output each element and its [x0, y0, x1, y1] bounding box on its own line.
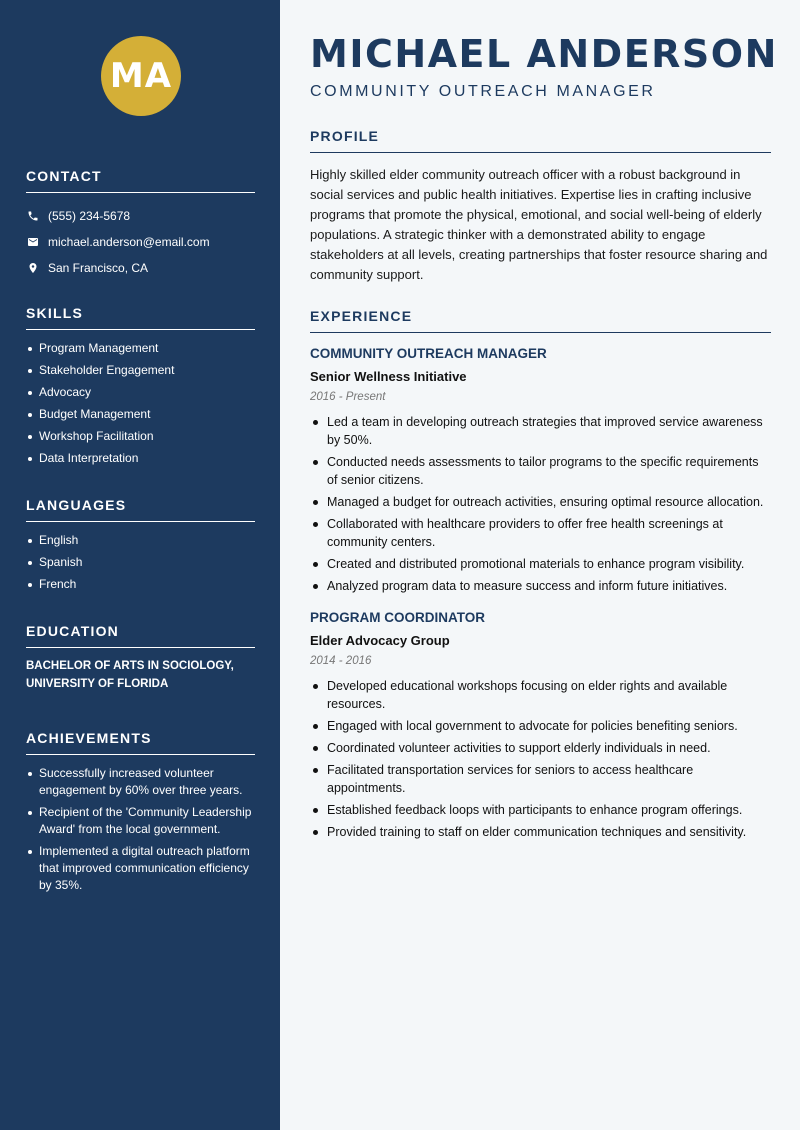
job-bullet: Engaged with local government to advocate for policies benefiting seniors. — [310, 717, 771, 735]
candidate-name: MICHAEL ANDERSON — [310, 32, 778, 76]
candidate-title: COMMUNITY OUTREACH MANAGER — [310, 83, 656, 100]
language-item: English — [26, 532, 255, 549]
job-dates: 2016 - Present — [310, 391, 386, 403]
contact-list — [26, 203, 255, 281]
job-bullets — [310, 413, 771, 595]
job-bullet: Coordinated volunteer activities to support elderly individuals in need. — [310, 739, 771, 757]
experience-section — [310, 308, 771, 845]
job-bullet: Collaborated with healthcare providers to offer free health screenings at community centers. — [310, 515, 771, 551]
education-line-2: UNIVERSITY OF FLORIDA — [26, 678, 169, 690]
job-title: PROGRAM COORDINATOR — [310, 610, 485, 625]
skill-item: Advocacy — [26, 384, 255, 401]
job-bullets — [310, 677, 771, 841]
skill-item: Program Management — [26, 340, 255, 357]
education-degree — [26, 657, 255, 693]
job-bullet: Analyzed program data to measure success and inform future initiatives. — [310, 577, 771, 595]
job-company: Elder Advocacy Group — [310, 633, 450, 648]
education-section — [26, 623, 255, 693]
email-icon — [26, 236, 39, 249]
experience-heading: EXPERIENCE — [310, 308, 771, 333]
skill-item: Budget Management — [26, 406, 255, 423]
contact-phone — [26, 203, 255, 229]
skill-item: Data Interpretation — [26, 450, 255, 467]
achievement-item: Successfully increased volunteer engagement by 60% over three years. — [26, 765, 255, 799]
languages-heading: LANGUAGES — [26, 497, 255, 522]
skills-heading: SKILLS — [26, 305, 255, 330]
job-entry — [310, 609, 771, 841]
contact-email — [26, 229, 255, 255]
sidebar — [0, 0, 280, 1130]
job-title: COMMUNITY OUTREACH MANAGER — [310, 346, 547, 361]
achievements-section — [26, 730, 255, 899]
job-company: Senior Wellness Initiative — [310, 369, 467, 384]
profile-heading: PROFILE — [310, 128, 771, 153]
job-bullet: Established feedback loops with participants to enhance program offerings. — [310, 801, 771, 819]
job-bullet: Conducted needs assessments to tailor programs to the specific requirements of senior citizens. — [310, 453, 771, 489]
job-dates: 2014 - 2016 — [310, 655, 372, 667]
avatar: MA — [101, 36, 181, 116]
contact-section — [26, 168, 255, 281]
achievement-item: Implemented a digital outreach platform that improved communication efficiency by 35%. — [26, 843, 255, 894]
contact-location — [26, 255, 255, 281]
education-heading: EDUCATION — [26, 623, 255, 648]
job-bullet: Facilitated transportation services for seniors to access healthcare appointments. — [310, 761, 771, 797]
location-pin-icon — [26, 262, 39, 275]
achievement-item: Recipient of the 'Community Leadership Award' from the local government. — [26, 804, 255, 838]
job-entry — [310, 345, 771, 595]
job-bullet: Led a team in developing outreach strategies that improved service awareness by 50%. — [310, 413, 771, 449]
profile-section — [310, 128, 771, 285]
phone-text: (555) 234-5678 — [48, 209, 131, 223]
achievements-heading: ACHIEVEMENTS — [26, 730, 255, 755]
job-bullet: Managed a budget for outreach activities, ensuring optimal resource allocation. — [310, 493, 771, 511]
email-text: michael.anderson@email.com — [48, 235, 210, 249]
job-bullet: Provided training to staff on elder communication techniques and sensitivity. — [310, 823, 771, 841]
profile-text: Highly skilled elder community outreach officer with a robust background in social services and public health initiatives. Expertise lies in crafting inclusive programs that promote the physical, emotional, and social well-being of elderly populations. A strategic thinker with a demonstrated ability to engage stakeholders at all levels, creating partnerships that foster resource sharing and community support. — [310, 167, 768, 282]
location-text: San Francisco, CA — [48, 261, 149, 275]
contact-heading: CONTACT — [26, 168, 255, 193]
skills-list — [26, 340, 255, 467]
education-line-1: BACHELOR OF ARTS IN SOCIOLOGY, — [26, 660, 234, 672]
achievements-list — [26, 765, 255, 894]
language-item: French — [26, 576, 255, 593]
language-item: Spanish — [26, 554, 255, 571]
skill-item: Stakeholder Engagement — [26, 362, 255, 379]
phone-icon — [26, 210, 39, 223]
job-bullet: Developed educational workshops focusing on elder rights and available resources. — [310, 677, 771, 713]
job-bullet: Created and distributed promotional materials to enhance program visibility. — [310, 555, 771, 573]
languages-section — [26, 497, 255, 598]
languages-list — [26, 532, 255, 593]
skills-section — [26, 305, 255, 472]
skill-item: Workshop Facilitation — [26, 428, 255, 445]
